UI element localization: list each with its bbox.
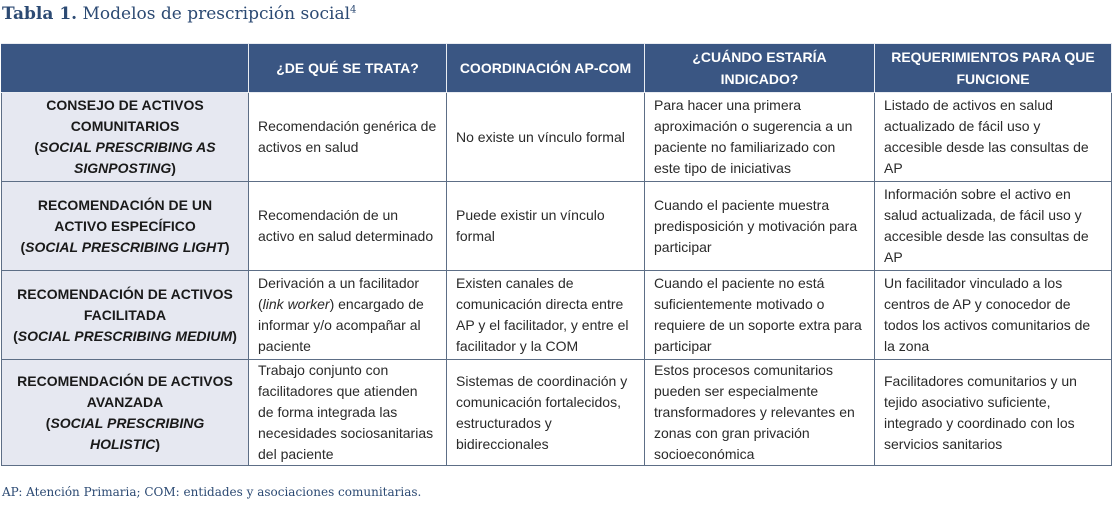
- abbreviations-footnote: AP: Atención Primaria; COM: entidades y asociaciones comunitarias.: [2, 485, 422, 499]
- requirements-cell: Un facilitador vinculado a los centros de AP y conocedor de todos los activos comunitarios de la zona: [875, 271, 1112, 360]
- table-title: Modelos de prescripción social: [82, 4, 351, 24]
- table-label: Tabla 1.: [2, 4, 78, 24]
- model-name: RECOMENDACIÓN DE ACTIVOS FACILITADA: [17, 285, 233, 323]
- model-english-name: SOCIAL PRESCRIBING LIGHT: [25, 238, 225, 255]
- header-coordination: COORDINACIÓN AP-COM: [447, 44, 645, 93]
- coordination-cell: Existen canales de comunicación directa entre AP y el facilitador, y entre el facilitador y la COM: [447, 271, 645, 360]
- reference-mark: 4: [350, 4, 357, 16]
- model-name: RECOMENDACIÓN DE ACTIVOS AVANZADA: [17, 372, 233, 410]
- model-english-name: SOCIAL PRESCRIBING MEDIUM: [17, 327, 233, 344]
- what-cell: Recomendación genérica de activos en salud: [249, 93, 447, 182]
- table-row: [2, 182, 1112, 271]
- what-text-continued: encargado de informar y/o acompañar al paciente: [258, 296, 424, 354]
- header-what: ¿DE QUÉ SE TRATA?: [249, 44, 447, 93]
- coordination-cell: No existe un vínculo formal: [447, 93, 645, 182]
- requirements-cell: Facilitadores comunitarios y un tejido asociativo suficiente, integrado y coordinado con los servicios sanitarios: [875, 360, 1112, 466]
- what-cell: Derivación a un facilitador (link worker) encargado de informar y/o acompañar al paciente: [249, 271, 447, 360]
- model-name: CONSEJO DE ACTIVOS COMUNITARIOS: [46, 97, 204, 134]
- model-cell: RECOMENDACIÓN DE ACTIVOS AVANZADA (SOCIAL PRESCRIBING HOLISTIC): [2, 360, 249, 466]
- what-cell: Recomendación de un activo en salud determinado: [249, 182, 447, 271]
- prescription-models-table: [1, 43, 1112, 466]
- when-cell: Estos procesos comunitarios pueden ser especialmente transformadores y relevantes en zonas con gran privación socioeconómica: [645, 360, 875, 466]
- what-cell: Trabajo conjunto con facilitadores que atienden de forma integrada las necesidades sociosanitarias del paciente: [249, 360, 447, 466]
- requirements-cell: Listado de activos en salud actualizado de fácil uso y accesible desde las consultas de AP: [875, 93, 1112, 182]
- table-row: [2, 93, 1112, 182]
- model-english-name: SOCIAL PRESCRIBING AS SIGNPOSTING: [39, 139, 216, 176]
- requirements-cell: Información sobre el activo en salud actualizada, de fácil uso y accesible desde las consultas de AP: [875, 182, 1112, 271]
- header-when: ¿CUÁNDO ESTARÍA INDICADO?: [645, 44, 875, 93]
- table-caption: [2, 4, 356, 24]
- model-name: RECOMENDACIÓN DE UN ACTIVO ESPECÍFICO: [37, 196, 213, 234]
- coordination-cell: Sistemas de coordinación y comunicación fortalecidos, estructurados y bidireccionales: [447, 360, 645, 466]
- model-cell: CONSEJO DE ACTIVOS COMUNITARIOS (SOCIAL PRESCRIBING AS SIGNPOSTING): [2, 93, 249, 182]
- what-text: Derivación a un facilitador: [258, 275, 420, 291]
- table-row: [2, 360, 1112, 466]
- when-cell: Cuando el paciente muestra predisposición y motivación para participar: [645, 182, 875, 271]
- header-corner: [2, 44, 249, 93]
- table-row: [2, 271, 1112, 360]
- model-cell: RECOMENDACIÓN DE UN ACTIVO ESPECÍFICO (SOCIAL PRESCRIBING LIGHT): [2, 182, 249, 271]
- model-cell: RECOMENDACIÓN DE ACTIVOS FACILITADA (SOCIAL PRESCRIBING MEDIUM): [2, 271, 249, 360]
- model-english-name: SOCIAL PRESCRIBING HOLISTIC: [50, 414, 205, 452]
- when-cell: Cuando el paciente no está suficientemente motivado o requiere de un soporte extra para participar: [645, 271, 875, 360]
- coordination-cell: Puede existir un vínculo formal: [447, 182, 645, 271]
- when-cell: Para hacer una primera aproximación o sugerencia a un paciente no familiarizado con este tipo de iniciativas: [645, 93, 875, 182]
- table-header-row: [2, 44, 1112, 93]
- link-worker-term: link worker: [262, 296, 330, 312]
- header-requirements: REQUERIMIENTOS PARA QUE FUNCIONE: [875, 44, 1112, 93]
